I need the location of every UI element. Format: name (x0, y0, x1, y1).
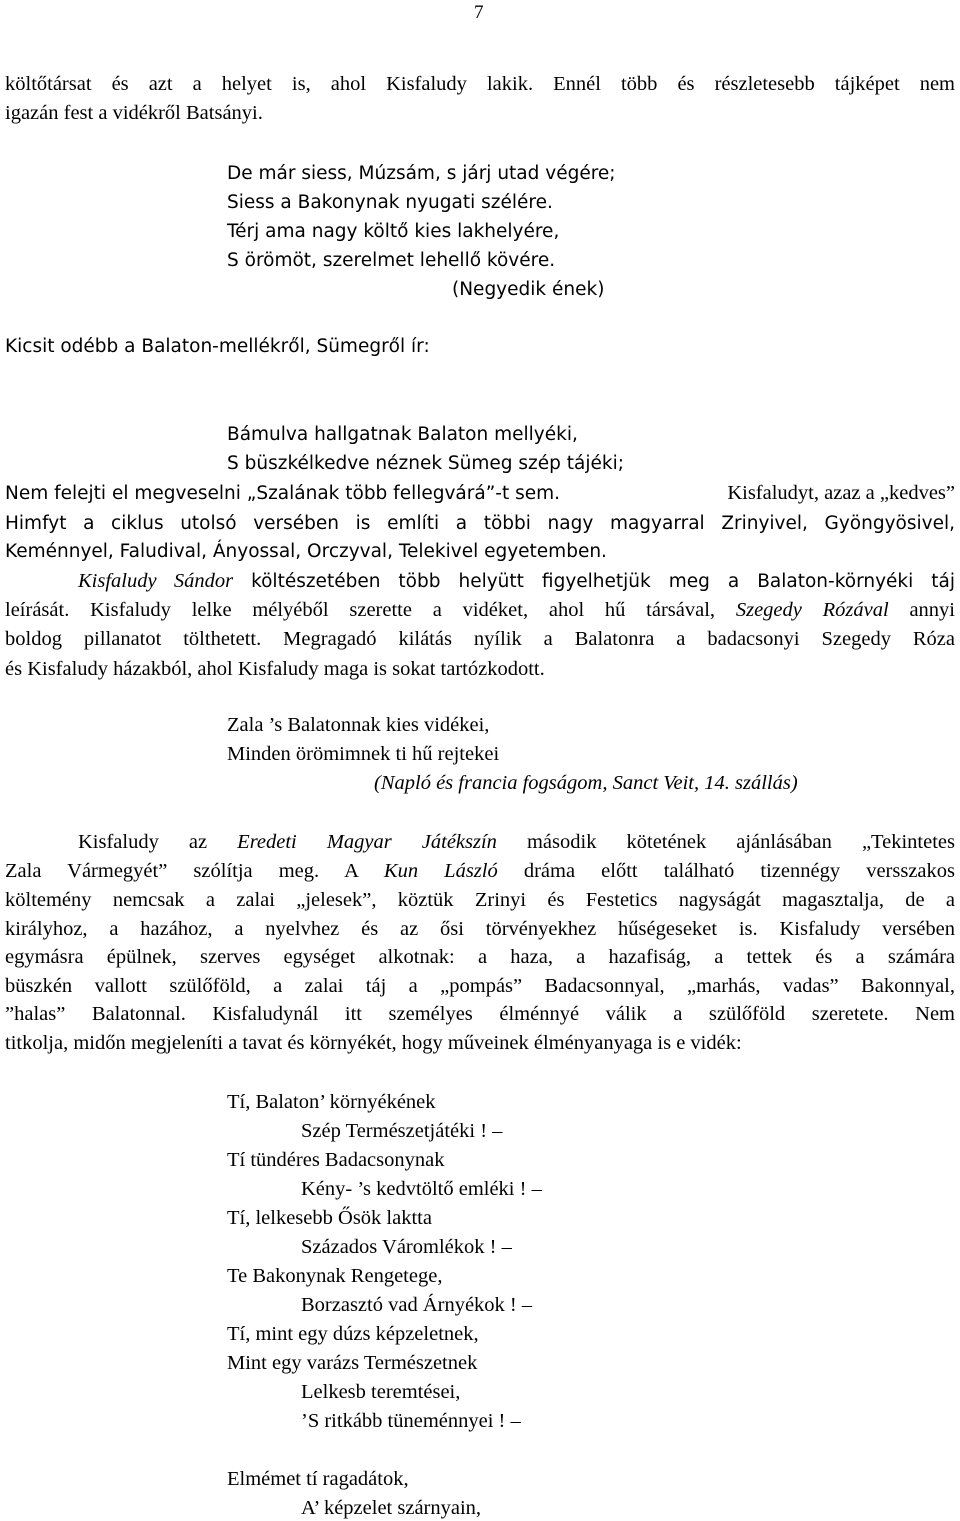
poem-line: Térj ama nagy költő kies lakhelyére, (227, 221, 560, 242)
para3-text: Kisfaludy az (78, 831, 238, 853)
poem-line: S örömöt, szerelmet lehellő kövére. (227, 250, 556, 271)
poem-line: Borzasztó vad Árnyékok ! – (301, 1294, 533, 1316)
poem-line: Kény- ’s kedvtöltő emléki ! – (301, 1178, 542, 1200)
poem-line: Siess a Bakonynak nyugati szélére. (227, 192, 553, 213)
poem-line: Tí, mint egy dúzs képzeletnek, (227, 1323, 479, 1345)
para1-line2: Himfyt a ciklus utolsó versében is említi a többi nagy magyarral Zrinyivel, Gyöngyösivel, (5, 513, 955, 534)
para3-line4: királyhoz, a hazához, a nyelvhez és az ősi törvényekhez hűségeseket is. Kisfaludy versében (5, 918, 955, 940)
szegedy-roza: Szegedy Rózával (735, 599, 889, 621)
para3-line2 (5, 860, 955, 883)
para2-line1 (5, 570, 955, 593)
para2-line4: és Kisfaludy házakból, ahol Kisfaludy maga is sokat tartózkodott. (5, 658, 545, 680)
poem-line: Mint egy varázs Természetnek (227, 1352, 478, 1374)
poem-line: ’S ritkább tüneménnyei ! – (301, 1410, 521, 1432)
intro-line-2: igazán fest a vidékről Batsányi. (5, 102, 263, 124)
work-title: Kun László (383, 860, 498, 882)
poem-line: Szép Természetjátéki ! – (301, 1120, 503, 1142)
poem-line: Százados Váromlékok ! – (301, 1236, 512, 1258)
para2-text: annyi (888, 599, 956, 621)
poem-line: A’ képzelet szárnyain, (301, 1497, 482, 1519)
para3-line5: egymásra épülnek, szerves egységet alkotnak: a haza, a hazafiság, a tettek és a számára (5, 946, 955, 968)
para3-line8: titkolja, midőn megjeleníti a tavat és környékét, hogy műveinek élményanyaga is e vidék: (5, 1032, 742, 1054)
para3-text: második kötetének ajánlásában „Tekintetes (496, 831, 955, 853)
poem-line: Zala ’s Balatonnak kies vidékei, (227, 714, 490, 736)
work-title: Eredeti Magyar Játékszín (237, 831, 497, 853)
para3-line7: ”halas” Balatonnal. Kisfaludynál itt személyes élménnyé válik a szülőföld szeretete. Nem (5, 1003, 955, 1025)
poem-line: S büszkélkedve néznek Sümeg szép tájéki; (227, 453, 624, 474)
para2-line2 (5, 599, 955, 622)
poem-line: Elmémet tí ragadátok, (227, 1468, 409, 1490)
para3-text: Zala Vármegyét” szólítja meg. A (5, 860, 384, 882)
para3-text: dráma előtt található tizennégy versszakos (497, 860, 955, 882)
poem-line: Tí, Balaton’ környékének (227, 1091, 436, 1113)
para1-line1-a: Nem felejti el megveselni „Szalának több fellegvárá”-t sem. (5, 483, 561, 504)
para2-line3: boldog pillanatot tölthetett. Megragadó kilátás nyílik a Balatonra a badacsonyi Szegedy Róza (5, 628, 955, 650)
poem-line: Te Bakonynak Rengetege, (227, 1265, 443, 1287)
poem-line: Tí, lelkesebb Ősök laktta (227, 1207, 432, 1229)
para3-line6: büszkén vallott szülőföld, a zalai táj a „pompás” Badacsonnyal, „marhás, vadas” Bakonnyal, (5, 975, 955, 997)
page-number: 7 (474, 2, 484, 23)
kicsit-line: Kicsit odébb a Balaton-mellékről, Sümegről ír: (5, 336, 430, 357)
poem-source: (Napló és francia fogságom, Sanct Veit, 14. szállás) (374, 772, 798, 794)
para3-line1 (5, 831, 955, 854)
para2-text: költészetében több helyütt figyelhetjük meg a Balaton-környéki táj (233, 571, 955, 592)
poem-line: Bámulva hallgatnak Balaton mellyéki, (227, 424, 578, 445)
poem-line: Minden örömimnek ti hű rejtekei (227, 743, 500, 765)
poem-line: De már siess, Múzsám, s járj utad végére; (227, 163, 616, 184)
author-name: Kisfaludy Sándor (78, 570, 234, 592)
poem-source: (Negyedik ének) (452, 279, 605, 300)
para3-line3: költemény nemcsak a zalai „jelesek”, köztük Zrinyi és Festetics nagyságát magasztalja, de a (5, 889, 955, 911)
para2-text: leírását. Kisfaludy lelke mélyéből szerette a vidéket, ahol hű társával, (5, 599, 716, 621)
poem-line: Lelkesb teremtései, (301, 1381, 461, 1403)
intro-line-1: költőtársat és azt a helyet is, ahol Kisfaludy lakik. Ennél több és részletesebb tájképet nem (5, 73, 955, 95)
poem-line: Tí tündéres Badacsonynak (227, 1149, 445, 1171)
para1-line3: Keménnyel, Faludival, Ányossal, Orczyval, Telekivel egyetemben. (5, 541, 607, 562)
para1-line1-b: Kisfaludyt, azaz a „kedves” (727, 482, 955, 504)
